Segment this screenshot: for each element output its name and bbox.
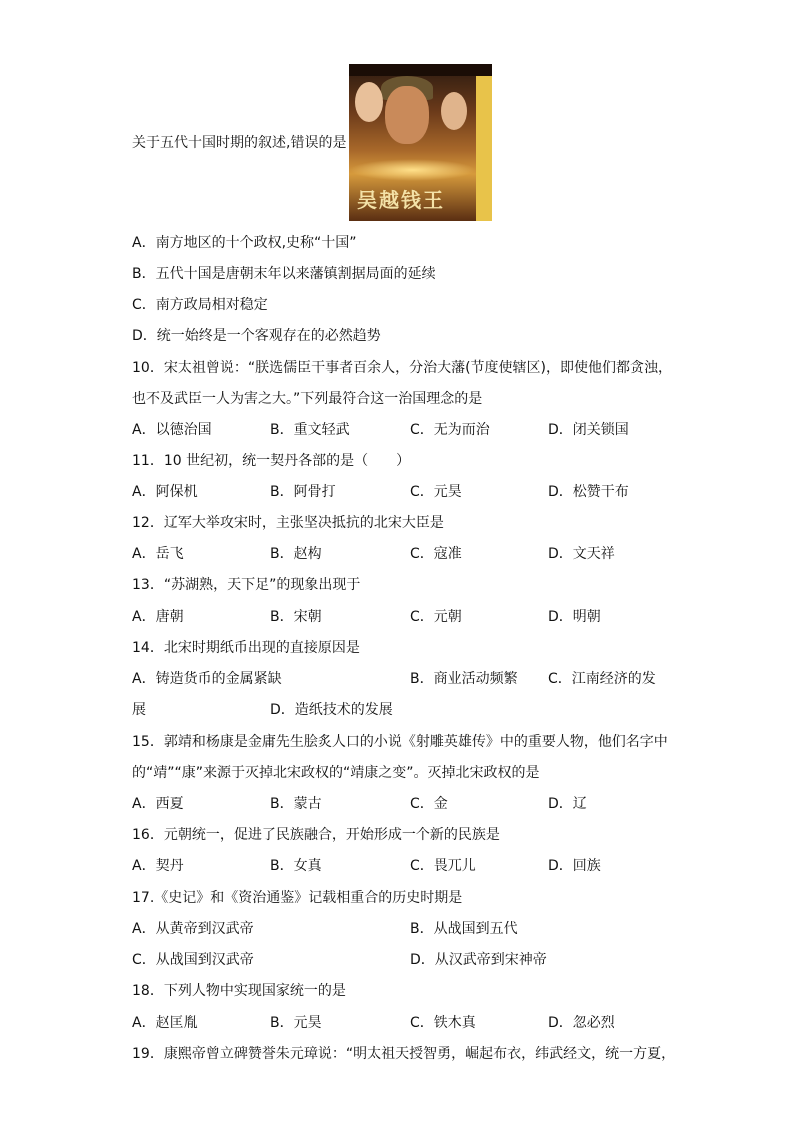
q15-option-a: A．西夏	[132, 796, 184, 812]
q16-option-d: D．回族	[548, 858, 601, 874]
q12-option-c: C．寇准	[410, 546, 462, 562]
q11-option-b: B．阿骨打	[270, 484, 336, 500]
q14-option-d: D．造纸技术的发展	[270, 702, 393, 718]
poster-image	[349, 64, 492, 221]
q10-stem-line1: 10．宋太祖曾说：“朕选儒臣干事者百余人，分治大藩(节度使辖区)，即使他们都贪浊，	[132, 360, 672, 376]
q19-stem: 19．康熙帝曾立碑赞誉朱元璋说：“明太祖天授智勇，崛起布衣，纬武经文，统一方夏，	[132, 1046, 676, 1062]
q10-option-b: B．重文轻武	[270, 422, 350, 438]
q18-stem: 18．下列人物中实现国家统一的是	[132, 983, 346, 999]
q13-option-c: C．元朝	[410, 609, 462, 625]
q16-option-c: C．畏兀儿	[410, 858, 476, 874]
q12-option-b: B．赵构	[270, 546, 322, 562]
q11-option-d: D．松赞干布	[548, 484, 629, 500]
q14-option-b: B．商业活动频繁	[410, 671, 518, 687]
q10-stem-line2: 也不及武臣一人为害之大。”下列最符合这一治国理念的是	[132, 391, 483, 407]
q15-option-c: C．金	[410, 796, 448, 812]
q18-option-b: B．元昊	[270, 1015, 322, 1031]
q17-stem: 17.《史记》和《资治通鉴》记载相重合的历史时期是	[132, 890, 463, 906]
q11-option-c: C．元昊	[410, 484, 462, 500]
q14-option-c: C．江南经济的发	[548, 671, 656, 687]
q13-option-a: A．唐朝	[132, 609, 184, 625]
poster-figure-right	[441, 92, 467, 130]
q14-option-a: A．铸造货币的金属紧缺	[132, 671, 282, 687]
option-c: C．南方政局相对稳定	[132, 297, 268, 313]
q11-stem: 11．10 世纪初，统一契丹各部的是（ ）	[132, 453, 411, 469]
q15-option-b: B．蒙古	[270, 796, 322, 812]
q17-option-c: C．从战国到汉武帝	[132, 952, 254, 968]
q15-stem-line1: 15．郭靖和杨康是金庸先生脍炙人口的小说《射雕英雄传》中的重要人物，他们名字中	[132, 734, 668, 750]
poster-figure-left	[355, 82, 383, 122]
q12-option-a: A．岳飞	[132, 546, 184, 562]
poster-figure-center	[385, 86, 429, 144]
q13-option-b: B．宋朝	[270, 609, 322, 625]
q17-option-d: D．从汉武帝到宋神帝	[410, 952, 547, 968]
q10-option-a: A．以德治国	[132, 422, 212, 438]
q12-option-d: D．文天祥	[548, 546, 615, 562]
q18-option-a: A．赵匡胤	[132, 1015, 198, 1031]
poster-title: 吴越钱王	[357, 188, 445, 212]
option-b: B．五代十国是唐朝末年以来藩镇割据局面的延续	[132, 266, 436, 282]
q17-option-a: A．从黄帝到汉武帝	[132, 921, 254, 937]
q13-option-d: D．明朝	[548, 609, 601, 625]
poster-glow	[349, 159, 476, 181]
q10-option-c: C．无为而治	[410, 422, 490, 438]
q14-option-c-wrap: 展	[132, 702, 146, 718]
q18-option-c: C．铁木真	[410, 1015, 476, 1031]
q12-stem: 12．辽军大举攻宋时，主张坚决抵抗的北宋大臣是	[132, 515, 444, 531]
q18-option-d: D．忽必烈	[548, 1015, 615, 1031]
option-a: A．南方地区的十个政权,史称“十国”	[132, 235, 357, 251]
poster-side-band	[476, 76, 492, 221]
q17-option-b: B．从战国到五代	[410, 921, 518, 937]
q16-option-b: B．女真	[270, 858, 322, 874]
question-intro: 关于五代十国时期的叙述,错误的是	[132, 135, 347, 151]
q13-stem: 13．“苏湖熟，天下足”的现象出现于	[132, 577, 361, 593]
q14-stem: 14．北宋时期纸币出现的直接原因是	[132, 640, 360, 656]
q10-option-d: D．闭关锁国	[548, 422, 629, 438]
q15-option-d: D．辽	[548, 796, 587, 812]
q16-stem: 16．元朝统一，促进了民族融合，开始形成一个新的民族是	[132, 827, 500, 843]
q11-option-a: A．阿保机	[132, 484, 198, 500]
q15-stem-line2: 的“靖”“康”来源于灭掉北宋政权的“靖康之变”。灭掉北宋政权的是	[132, 765, 540, 781]
q16-option-a: A．契丹	[132, 858, 184, 874]
poster-top-strip	[349, 64, 492, 76]
option-d: D．统一始终是一个客观存在的必然趋势	[132, 328, 381, 344]
